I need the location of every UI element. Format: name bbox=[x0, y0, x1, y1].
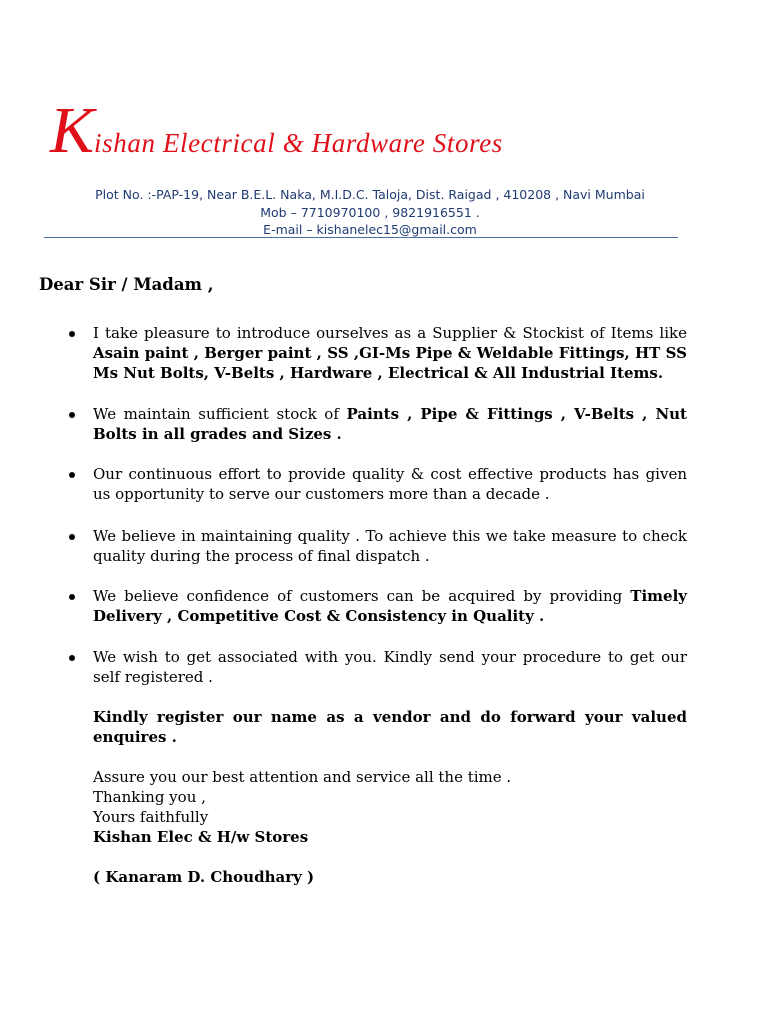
salutation: Dear Sir / Madam , bbox=[39, 275, 214, 294]
letterhead-company-name bbox=[50, 94, 503, 167]
closing-company: Kishan Elec & H/w Stores bbox=[93, 828, 309, 846]
letterhead-mobile: Mob – 7710970100 , 9821916551 . bbox=[260, 205, 480, 220]
bullet-item bbox=[93, 647, 687, 687]
bullet-text: We maintain sufficient stock of bbox=[93, 405, 347, 423]
bullet-dot-icon bbox=[69, 534, 75, 540]
bullet-dot-icon bbox=[69, 594, 75, 600]
bullet-text: We believe in maintaining quality . To achieve this we take measure to check quality during the process of final dispatch . bbox=[93, 527, 687, 565]
bullet-text-bold: Paints , Pipe & Fittings , V-Belts , Nut Bolts in all grades and Sizes . bbox=[93, 405, 687, 443]
bullet-item bbox=[93, 464, 687, 504]
bullet-item bbox=[93, 323, 687, 383]
bullet-text-bold: Asain paint , Berger paint , SS ,GI-Ms Pipe & Weldable Fittings, HT SS Ms Nut Bolts, V-Belts , Hardware , Electrical & All Industrial Items. bbox=[93, 344, 687, 382]
closing-assurance: Assure you our best attention and service all the time . bbox=[93, 768, 512, 786]
bullet-text: I take pleasure to introduce ourselves as a Supplier & Stockist of Items like bbox=[93, 324, 687, 342]
bullet-text: We believe confidence of customers can be acquired by providing bbox=[93, 587, 631, 605]
bullet-text: We wish to get associated with you. Kindly send your procedure to get our self registered . bbox=[93, 648, 687, 686]
bullet-dot-icon bbox=[69, 655, 75, 661]
letterhead-divider bbox=[44, 237, 678, 238]
letterhead-name-rest: ishan Electrical & Hardware Stores bbox=[94, 128, 503, 158]
bullet-item bbox=[93, 586, 687, 626]
bullet-item bbox=[93, 404, 687, 444]
closing-thanks: Thanking you , bbox=[93, 788, 206, 806]
bullet-text: Our continuous effort to provide quality & cost effective products has given us opportunity to serve our customers more than a decade . bbox=[93, 465, 687, 503]
letterhead-initial: K bbox=[50, 94, 95, 167]
letterhead-address: Plot No. :-PAP-19, Near B.E.L. Naka, M.I.D.C. Taloja, Dist. Raigad , 410208 , Navi Mumbai bbox=[95, 187, 645, 202]
bullet-dot-icon bbox=[69, 412, 75, 418]
bullet-item bbox=[93, 526, 687, 566]
request-paragraph: Kindly register our name as a vendor and do forward your valued enquires . bbox=[93, 708, 687, 746]
closing-signatory: ( Kanaram D. Choudhary ) bbox=[93, 868, 315, 886]
letterhead-email: E-mail – kishanelec15@gmail.com bbox=[263, 222, 477, 237]
bullet-dot-icon bbox=[69, 331, 75, 337]
bullet-text-bold: Timely Delivery , Competitive Cost & Consistency in Quality . bbox=[93, 587, 687, 625]
bullet-dot-icon bbox=[69, 472, 75, 478]
closing-sign-off: Yours faithfully bbox=[93, 808, 209, 826]
